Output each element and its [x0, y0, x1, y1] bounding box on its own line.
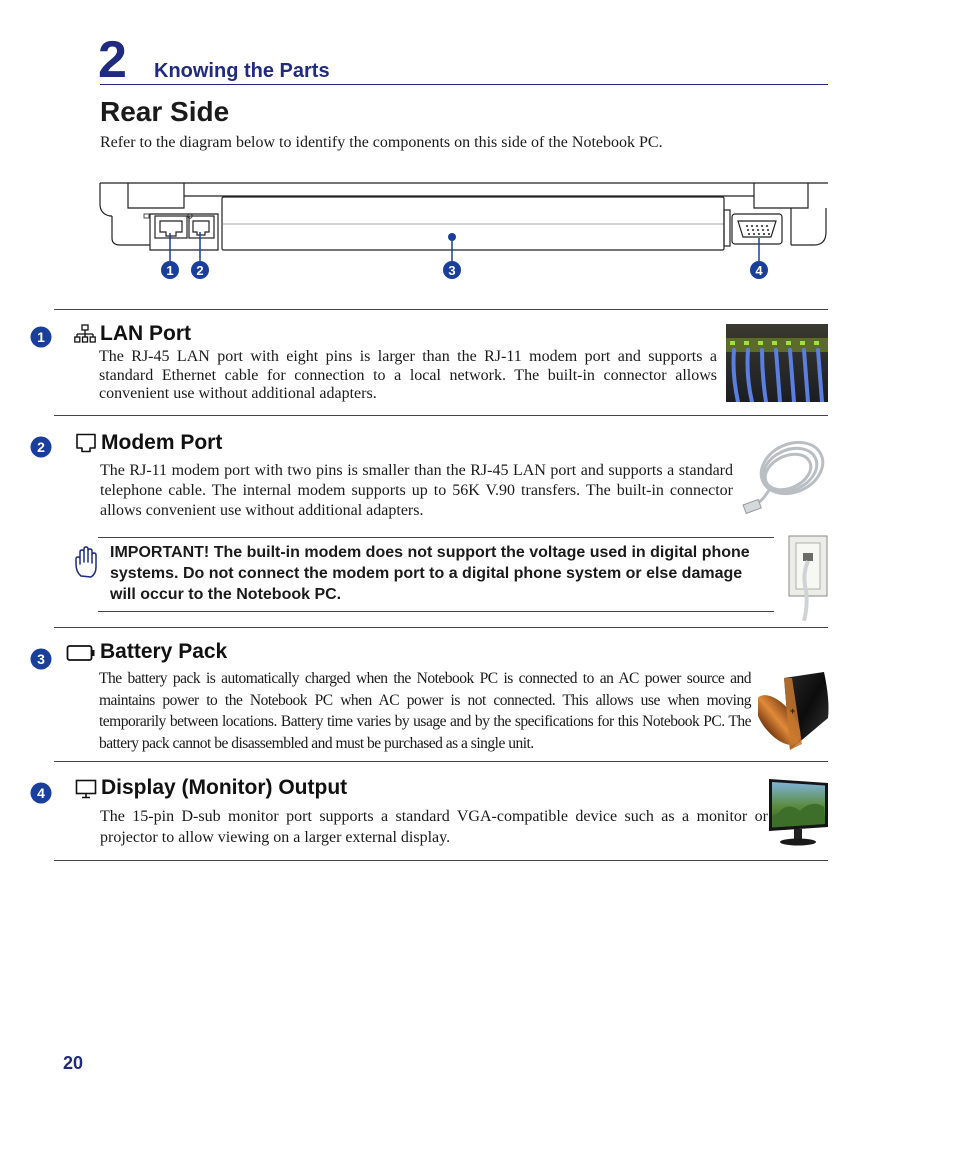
section-marker-4: [30, 782, 52, 804]
callout-3: [443, 261, 461, 279]
wall-phone-jack-photo: [788, 535, 828, 621]
section-divider: [54, 309, 828, 310]
section-divider: [54, 415, 828, 416]
lan-cables-photo: [726, 324, 828, 402]
svg-text:1: 1: [166, 263, 174, 278]
hand-warning-icon: [72, 546, 100, 580]
section-divider: [54, 627, 828, 628]
note-bottom-rule: [98, 611, 774, 612]
battery-photo: [758, 670, 830, 754]
lcd-monitor-photo: [768, 777, 830, 847]
lan-icon: [74, 324, 96, 344]
svg-text:4: 4: [755, 263, 763, 278]
section-marker-3: [30, 648, 52, 670]
section-title-display: Display (Monitor) Output: [101, 776, 348, 799]
header-rule: [100, 84, 828, 85]
section-body-battery: The battery pack is automatically charged when the Notebook PC is connected to an AC power source and maintains power to the Notebook PC when AC power is not connected. This allows use when moving temporarily between locations. Battery time varies by usage and by the specifications for this Notebook PC. The battery pack cannot be disassembled and must be purchased as a single unit.: [99, 670, 751, 752]
chapter-number: 2: [98, 31, 127, 89]
rear-side-diagram: [98, 180, 832, 285]
section-marker-1: [30, 326, 52, 348]
chapter-title: Knowing the Parts: [154, 60, 330, 82]
section-title-battery: Battery Pack: [100, 640, 228, 663]
svg-text:3: 3: [37, 651, 45, 667]
svg-text:2: 2: [37, 439, 45, 455]
page-number: 20: [63, 1053, 84, 1073]
battery-icon: [66, 644, 96, 662]
section-body-lan: The RJ-45 LAN port with eight pins is larger than the RJ-11 modem port and supports a standard Ethernet cable for connection to a local network. The built-in connector allows convenient use without additional adapters.: [99, 348, 717, 402]
section-title-lan: LAN Port: [100, 322, 191, 345]
svg-text:1: 1: [37, 329, 45, 345]
section-divider: [54, 860, 828, 861]
svg-text:+: +: [790, 706, 796, 716]
note-top-rule: [98, 537, 774, 538]
section-marker-2: [30, 436, 52, 458]
section-divider: [54, 761, 828, 762]
svg-text:3: 3: [448, 263, 456, 278]
section-title-modem: Modem Port: [101, 431, 223, 454]
callout-4: [750, 261, 768, 279]
modem-icon: [75, 433, 97, 453]
section-body-display: The 15-pin D-sub monitor port supports a standard VGA-compatible device such as a monitor or projector to allow viewing on a larger external display.: [100, 808, 768, 846]
svg-text:4: 4: [37, 785, 45, 801]
callout-2: [191, 261, 209, 279]
intro-text: Refer to the diagram below to identify the components on this side of the Notebook PC.: [100, 134, 663, 151]
monitor-icon: [75, 779, 97, 799]
section-body-modem: The RJ-11 modem port with two pins is smaller than the RJ-45 LAN port and supports a standard telephone cable. The internal modem supports up to 56K V.90 transfers. The built-in connector allows convenient use without additional adapters.: [100, 462, 733, 519]
phone-cable-photo: [740, 432, 830, 516]
svg-text:2: 2: [196, 263, 204, 278]
callout-1: [161, 261, 179, 279]
important-note: IMPORTANT! The built-in modem does not support the voltage used in digital phone systems. Do not connect the modem port to a digital phone system or else damage will occur to the Notebook PC.: [110, 544, 750, 603]
page-title: Rear Side: [100, 96, 230, 127]
